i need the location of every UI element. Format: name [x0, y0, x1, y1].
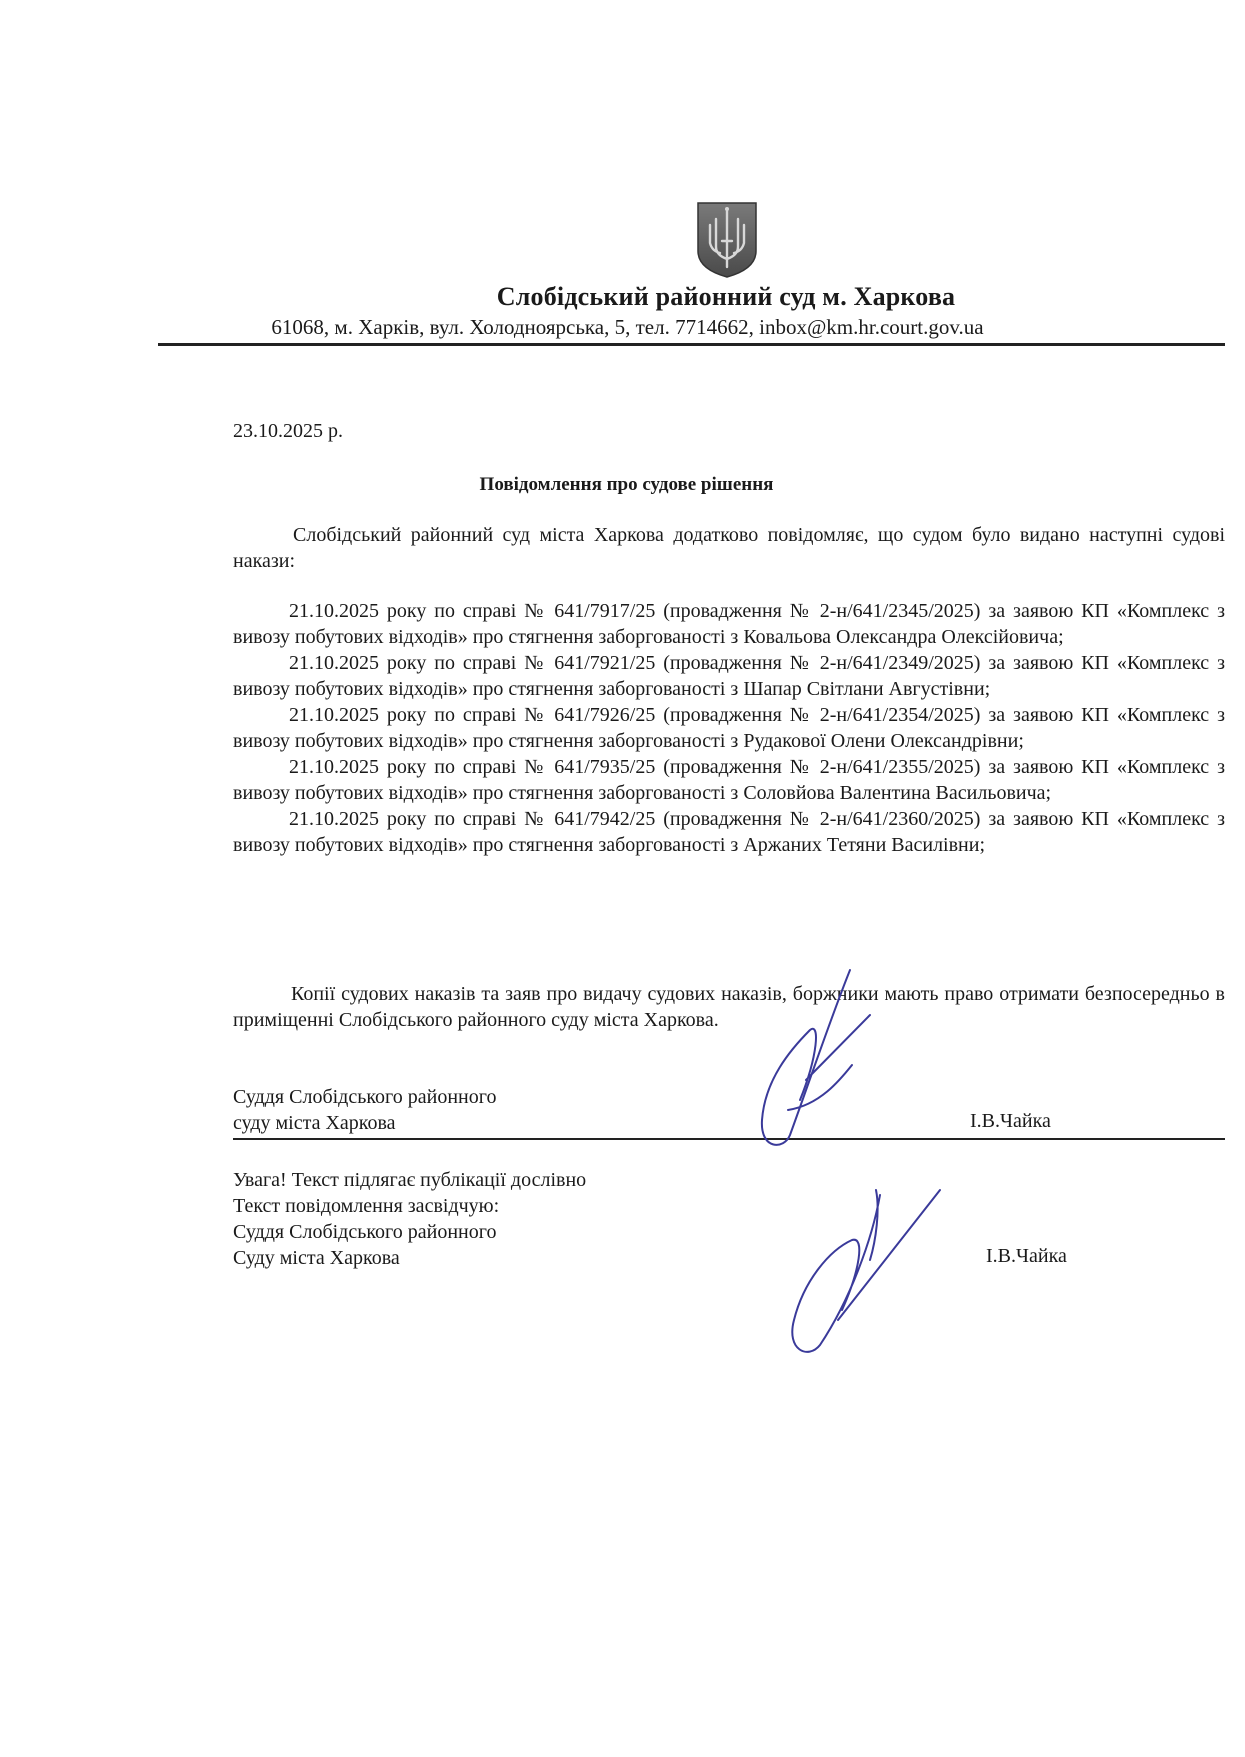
- document-title: Повідомлення про судове рішення: [479, 474, 774, 495]
- document-date: 23.10.2025 р.: [233, 420, 343, 442]
- trident-icon: [696, 201, 758, 279]
- certification-line: Увага! Текст підлягає публікації дослівно: [233, 1169, 587, 1191]
- decision-item: 21.10.2025 року по справі № 641/7926/25 (провадження № 2-н/641/2354/2025) за заявою КП «Комплекс з вивозу побутових відходів» про стягнення заборгованості з Рудакової Олени Олександрівни;: [233, 704, 1225, 752]
- decision-item: 21.10.2025 року по справі № 641/7935/25 (провадження № 2-н/641/2355/2025) за заявою КП «Комплекс з вивозу побутових відходів» про стягнення заборгованості з Соловйова Валентина Васильовича;: [233, 756, 1225, 804]
- header-divider: [158, 343, 1225, 346]
- judge-title-line: суду міста Харкова: [233, 1112, 396, 1134]
- judge-name: І.В.Чайка: [970, 1110, 1051, 1132]
- certification-line: Текст повідомлення засвідчую:: [233, 1195, 500, 1217]
- judge-title: [233, 1084, 613, 1136]
- decision-item: 21.10.2025 року по справі № 641/7942/25 (провадження № 2-н/641/2360/2025) за заявою КП «Комплекс з вивозу побутових відходів» про стягнення заборгованості з Аржаних Тетяни Василівни;: [233, 808, 1225, 856]
- court-address: 61068, м. Харків, вул. Холодноярська, 5, тел. 7714662, inbox@km.hr.court.gov.ua: [271, 315, 984, 339]
- certification-line: Суддя Слобідського районного: [233, 1221, 497, 1243]
- intro-paragraph: Слобідський районний суд міста Харкова додатково повідомляє, що судом було видано наступні судові накази:: [233, 524, 1225, 572]
- handwritten-signature: [780, 1170, 970, 1360]
- decision-item: 21.10.2025 року по справі № 641/7921/25 (провадження № 2-н/641/2349/2025) за заявою КП «Комплекс з вивозу побутових відходів» про стягнення заборгованості з Шапар Світлани Августівни;: [233, 652, 1225, 700]
- copies-note: Копії судових наказів та заяв про видачу судових наказів, боржники мають право отримати безпосередньо в приміщенні Слобідського районного суду міста Харкова.: [233, 983, 1225, 1031]
- certification-block: [233, 1167, 733, 1271]
- handwritten-signature: [740, 960, 880, 1160]
- certification-line: Суду міста Харкова: [233, 1247, 400, 1269]
- decisions-list: [233, 598, 1225, 858]
- court-name: Слобідський районний суд м. Харкова: [496, 282, 956, 311]
- decision-item: 21.10.2025 року по справі № 641/7917/25 (провадження № 2-н/641/2345/2025) за заявою КП «Комплекс з вивозу побутових відходів» про стягнення заборгованості з Ковальова Олександра Олексійовича;: [233, 600, 1225, 648]
- judge-title-line: Суддя Слобідського районного: [233, 1086, 497, 1108]
- signature-divider: [233, 1138, 1225, 1140]
- certifying-judge-name: І.В.Чайка: [986, 1245, 1067, 1267]
